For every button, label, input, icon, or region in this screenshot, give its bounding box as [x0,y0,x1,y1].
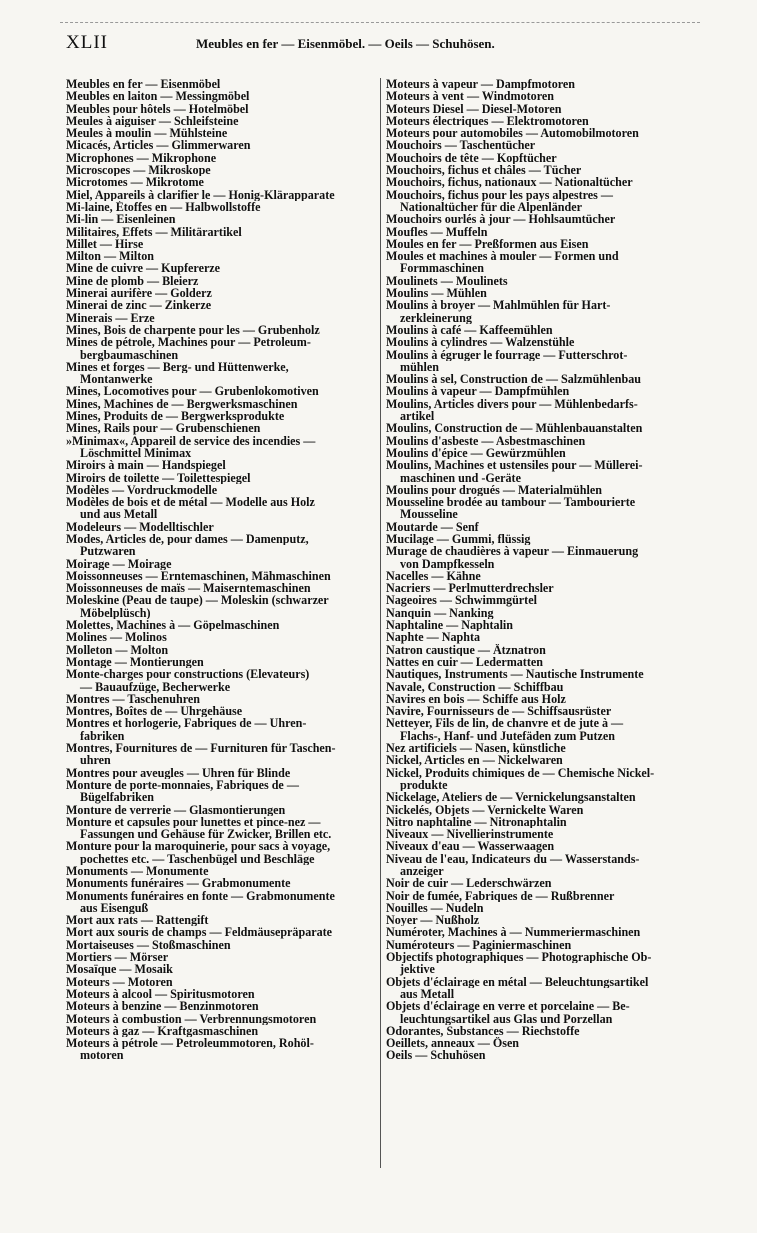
index-entry: Mines, Bois de charpente pour les — Grubenholz [66,323,320,337]
index-entry: Mines, Produits de — Bergwerksprodukte [66,410,285,423]
index-entry: Moulins d'épice — Gewürzmühlen [386,446,566,460]
entry-continuation: Löschmittel Minimax [80,446,192,460]
index-entry: Nanquin — Nanking [386,606,494,620]
entry-continuation: und aus Metall [80,508,158,521]
index-entry: Moulins pour drogués — Materialmühlen [386,483,602,497]
index-entry: Moulins — Mühlen [386,287,487,300]
index-entry: Netteyer, Fils de lin, de chanvre et de jute à — [386,717,624,730]
index-entry: Meubles en fer — Eisenmöbel [66,78,221,91]
index-entry: Meules à aiguiser — Schleifsteine [66,114,239,128]
entry-continuation: Flachs-, Hanf- und Jutefäden zum Putzen [400,729,616,743]
entry-continuation: von Dampfkesseln [400,557,495,570]
index-entry: Miroirs de toilette — Toilettespiegel [66,471,251,484]
index-entry: Noyer — Nußholz [386,914,480,927]
left-column [66,78,374,1062]
index-entry: Oeils — Schuhösen [386,1049,486,1062]
index-entry: Nez artificiels — Nasen, künstliche [386,742,566,755]
index-entry: Miel, Appareils à clarifier le — Honig-Klärapparate [66,188,335,201]
entry-continuation: bergbaumaschinen [80,348,179,361]
index-entry: Mouchoirs, fichus, nationaux — Nationaltücher [386,176,633,189]
index-entry: Mosaïque — Mosaik [66,963,173,976]
index-entry: Molettes, Machines à — Göpelmaschinen [66,619,280,632]
entry-continuation: aus Metall [400,987,455,1001]
index-entry: Nickel, Articles en — Nickelwaren [386,754,563,767]
index-entry: Modeleurs — Modelltischler [66,520,214,533]
index-entry: Moteurs à gaz — Kraftgasmaschinen [66,1024,259,1038]
index-entry: Moules et machines à mouler — Formen und [386,250,619,263]
index-entry: Niveau de l'eau, Indicateurs du — Wasserstands- [386,852,640,865]
index-entry: Nickelage, Ateliers de — Vernickelungsanstalten [386,791,636,804]
entry-continuation: Formmaschinen [400,262,484,275]
index-entry: Moleskine (Peau de taupe) — Moleskin (schwarzer [66,594,329,607]
index-entry: Militaires, Effets — Militärartikel [66,225,242,238]
index-entry: Mouchoirs — Taschentücher [386,139,536,152]
index-entry: Mousseline brodée au tambour — Tambourierte [386,496,636,509]
index-entry: Monture et capsules pour lunettes et pince-nez — [66,815,321,829]
entry-continuation: artikel [400,410,435,423]
index-entry: Moteurs à vapeur — Dampfmotoren [386,78,576,91]
index-entry: Milton — Milton [66,250,155,263]
index-entry: Mort aux souris de champs — Feldmäusepräparate [66,926,333,939]
index-entry: Moufles — Muffeln [386,225,488,238]
index-entry: Mouchoirs ourlés à jour — Hohlsaumtücher [386,213,616,226]
index-entry: Meules à moulin — Mühlsteine [66,127,228,140]
index-entry: Mortaiseuses — Stoßmaschinen [66,938,231,952]
index-entry: Moteurs Diesel — Diesel-Motoren [386,102,562,115]
index-entry: Moteurs — Motoren [66,975,173,988]
index-entry: Microphones — Mikrophone [66,151,217,165]
index-entry: Moutarde — Senf [386,520,479,533]
index-entry: Nautiques, Instruments — Nautische Instrumente [386,668,644,681]
index-entry: Mucilage — Gummi, flüssig [386,532,531,546]
index-entry: Mines, Locomotives pour — Grubenlokomotiven [66,385,319,398]
index-entry: Mi-laine, Étoffes en — Halbwollstoffe [66,200,261,214]
index-entry: Moteurs à alcool — Spiritusmotoren [66,987,255,1001]
index-entry: Nacelles — Kähne [386,569,481,583]
entry-continuation: Mousseline [400,508,458,521]
index-entry: Moteurs à vent — Windmotoren [386,90,554,103]
index-entry: Micacés, Articles — Glimmerwaren [66,139,251,152]
index-entry: Montres, Fournitures de — Furnituren für Taschen- [66,742,336,755]
index-entry: Mine de cuivre — Kupfererze [66,262,221,275]
column-divider [380,78,381,1168]
index-entry: Moissonneuses — Erntemaschinen, Mähmaschinen [66,569,331,583]
entry-continuation: Montanwerke [80,373,153,386]
index-entry: Nageoires — Schwimmgürtel [386,594,537,607]
index-entry: Mine de plomb — Bleierz [66,274,199,288]
index-entry: Odorantes, Substances — Riechstoffe [386,1024,580,1038]
index-entry: Moules en fer — Preßformen aus Eisen [386,237,589,251]
entry-continuation: Möbelplüsch) [80,606,151,620]
index-entry: Noir de fumée, Fabriques de — Rußbrenner [386,889,615,902]
index-entry: Moulins à sel, Construction de — Salzmühlenbau [386,373,642,386]
index-entry: Meubles pour hôtels — Hotelmöbel [66,102,249,115]
entry-continuation: motoren [80,1049,124,1062]
index-entry: Objets d'éclairage en métal — Beleuchtungsartikel [386,975,649,988]
index-entry: Molines — Molinos [66,631,167,644]
index-entry: Mouchoirs de tête — Kopftücher [386,151,557,165]
index-entry: Monture de verrerie — Glasmontierungen [66,803,286,816]
index-entry: Moteurs électriques — Elektromotoren [386,114,589,128]
entry-continuation: zerkleinerung [400,311,472,324]
index-entry: Mortiers — Mörser [66,951,169,964]
index-entry: Monuments — Monumente [66,865,209,878]
entry-continuation: pochettes etc. — Taschenbügel und Beschläge [80,852,315,865]
index-entry: Moulins, Construction de — Mühlenbauanstalten [386,422,643,435]
index-entry: Microtomes — Mikrotome [66,176,204,189]
page-number: XLII [66,32,108,53]
index-entry: Murage de chaudières à vapeur — Einmauerung [386,545,639,558]
index-entry: Monture de porte-monnaies, Fabriques de — [66,778,299,792]
index-entry: Modèles — Vordruckmodelle [66,483,218,497]
index-entry: Moulins à cylindres — Walzenstühle [386,336,575,349]
entry-continuation: produkte [400,778,448,792]
entry-continuation: Putzwaren [80,545,136,558]
top-rule [60,22,700,23]
index-entry: Moulins à café — Kaffeemühlen [386,323,553,337]
index-entry: Niveaux — Nivellierinstrumente [386,828,554,841]
index-entry: Minerai aurifère — Golderz [66,287,212,300]
entry-continuation: anzeiger [400,865,444,878]
index-entry: Nattes en cuir — Ledermatten [386,655,543,669]
index-entry: Molleton — Molton [66,643,169,656]
index-entry: Minerai de zinc — Zinkerze [66,299,212,312]
index-entry: Monuments funéraires — Grabmonumente [66,877,291,890]
index-entry: Monture pour la maroquinerie, pour sacs à voyage, [66,840,331,853]
index-entry: Mines, Rails pour — Grubenschienen [66,422,261,435]
index-entry: Naphte — Naphta [386,631,481,644]
index-entry: Moirage — Moirage [66,557,172,570]
right-column [386,78,692,1062]
index-entry: Montres pour aveugles — Uhren für Blinde [66,766,291,779]
index-entry: Montres, Boîtes de — Uhrgehäuse [66,705,243,718]
entry-continuation: uhren [80,754,111,767]
entry-continuation: leuchtungsartikel aus Glas und Porzellan [400,1012,613,1025]
index-entry: Minerais — Erze [66,311,155,324]
index-entry: Moulins d'asbeste — Asbestmaschinen [386,434,586,447]
entry-continuation: mühlen [400,360,439,374]
index-entry: Moulins, Articles divers pour — Mühlenbedarfs- [386,397,638,411]
index-entry: Modes, Articles de, pour dames — Damenputz, [66,532,309,546]
index-entry: Millet — Hirse [66,237,144,251]
index-entry: Mi-lin — Eisenleinen [66,213,176,226]
index-entry: Microscopes — Mikroskope [66,164,211,177]
index-entry: Moulinets — Moulinets [386,274,508,288]
index-entry: Mort aux rats — Rattengift [66,914,209,927]
index-entry: Montage — Montierungen [66,655,204,669]
index-entry: Niveaux d'eau — Wasserwaagen [386,840,555,853]
index-entry: Moteurs à benzine — Benzinmotoren [66,1000,259,1013]
index-entry: Oeillets, anneaux — Ösen [386,1037,520,1050]
index-entry: Mouchoirs, fichus pour les pays alpestres — [386,188,613,201]
index-entry: Mines et forges — Berg- und Hüttenwerke, [66,360,289,374]
index-entry: Noir de cuir — Lederschwärzen [386,877,552,890]
index-entry: Moteurs à pétrole — Petroleummotoren, Rohöl- [66,1037,314,1050]
index-entry: Montres et horlogerie, Fabriques de — Uhren- [66,717,307,730]
index-entry: Navale, Construction — Schiffbau [386,680,564,693]
index-entry: Mines, Machines de — Bergwerksmaschinen [66,397,298,411]
index-entry: Mines de pétrole, Machines pour — Petroleum- [66,336,311,349]
entry-continuation: Bügelfabriken [80,791,154,804]
entry-continuation: jektive [400,963,435,976]
index-entry: Numéroteurs — Paginiermaschinen [386,938,572,952]
index-entry: Nouilles — Nudeln [386,901,484,915]
index-entry: Miroirs à main — Handspiegel [66,459,226,472]
index-entry: Moteurs à combustion — Verbrennungsmotoren [66,1012,317,1025]
entry-continuation: aus Eisenguß [80,901,149,915]
index-entry: Monuments funéraires en fonte — Grabmonumente [66,889,335,902]
index-entry: Montres — Taschenuhren [66,692,200,706]
index-entry: Moulins, Machines et ustensiles pour — Müllerei- [386,459,643,472]
index-entry: Moteurs pour automobiles — Automobilmotoren [386,127,639,140]
entry-continuation: Fassungen und Gehäuse für Zwicker, Brillen etc. [80,828,332,841]
index-entry: Nacriers — Perlmutterdrechsler [386,582,554,595]
index-entry: Natron caustique — Ätznatron [386,643,546,656]
index-entry: »Minimax«, Appareil de service des incendies — [66,434,316,447]
running-head: Meubles en fer — Eisenmöbel. — Oeils — Schuhösen. [196,36,495,51]
index-entry: Nitro naphtaline — Nitronaphtalin [386,815,567,829]
index-entry: Meubles en laiton — Messingmöbel [66,90,250,103]
index-entry: Nickel, Produits chimiques de — Chemische Nickel- [386,766,655,779]
index-entry: Nickelés, Objets — Vernickelte Waren [386,803,584,816]
index-entry: Monte-charges pour constructions (Elevateurs) [66,668,310,681]
index-entry: Modèles de bois et de métal — Modelle aus Holz [66,496,315,509]
index-entry: Mouchoirs, fichus et châles — Tücher [386,164,582,177]
page-header [66,32,694,58]
index-entry: Moulins à égruger le fourrage — Futterschrot- [386,348,628,361]
index-entry: Moulins à vapeur — Dampfmühlen [386,385,570,398]
entry-continuation: — Bauaufzüge, Becherwerke [80,680,231,693]
index-entry: Objectifs photographiques — Photographische Ob- [386,951,652,964]
index-entry: Numéroter, Machines à — Nummeriermaschinen [386,926,641,939]
index-entry: Naphtaline — Naphtalin [386,619,514,632]
index-entry: Moulins à broyer — Mahlmühlen für Hart- [386,299,611,312]
index-entry: Objets d'éclairage en verre et porcelaine — Be- [386,1000,630,1013]
entry-continuation: Nationaltücher für die Alpenländer [400,200,582,214]
entry-continuation: fabriken [80,729,125,743]
entry-continuation: maschinen und -Geräte [400,471,521,484]
index-entry: Navires en bois — Schiffe aus Holz [386,692,566,706]
index-entry: Navire, Fournisseurs de — Schiffsausrüster [386,705,612,718]
index-entry: Moissonneuses de maïs — Maiserntemaschinen [66,582,311,595]
